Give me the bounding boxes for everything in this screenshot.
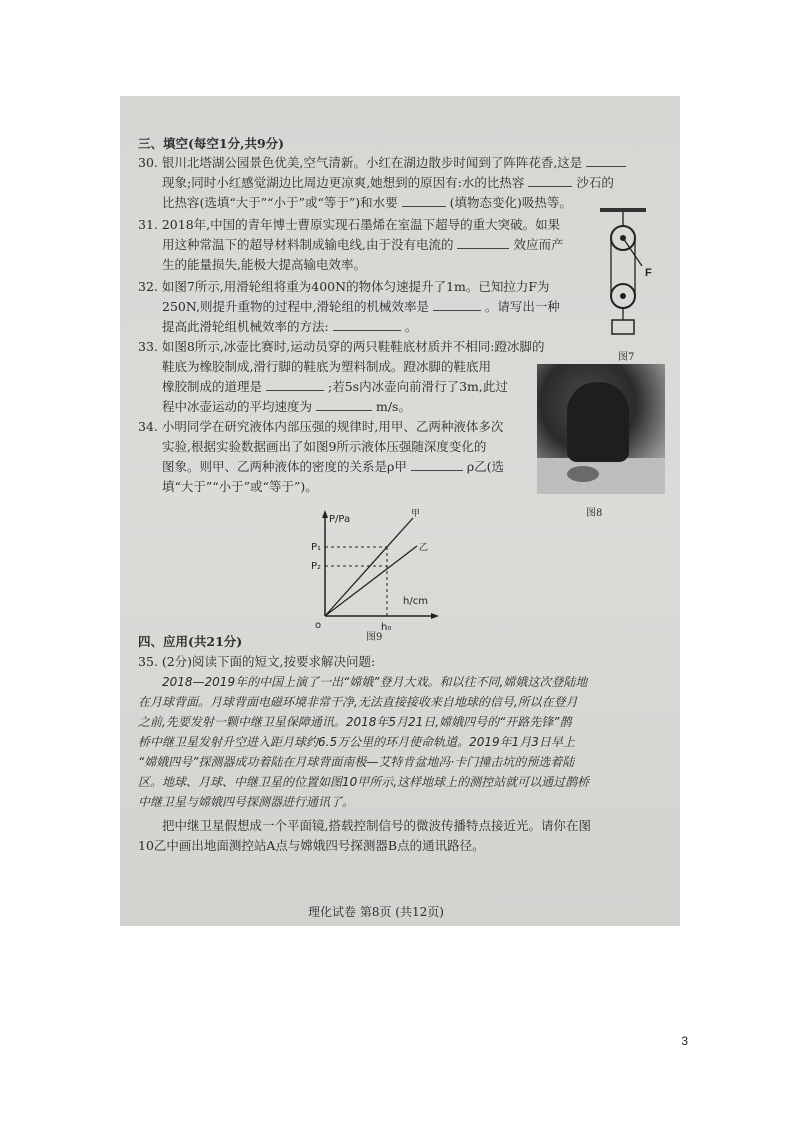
q35-passage-line: 桥中继卫星发射升空进入距月球约6.5万公里的环月使命轨道。2019年1月3日早上 <box>138 735 575 749</box>
q30-blank-3 <box>402 195 446 207</box>
figure-9-graph <box>295 506 455 636</box>
section-3-heading: 三、填空(每空1分,共9分) <box>138 136 285 151</box>
q34-line3 <box>162 459 504 475</box>
q33-line1: 33. 如图8所示,冰壶比赛时,运动员穿的两只鞋鞋底材质并不相同:蹬冰脚的 <box>138 339 545 354</box>
q30-text: 30. 银川北塔湖公园景色优美,空气清新。小红在湖边散步时闻到了阵阵花香,这是 <box>138 155 583 170</box>
h0-label: h₀ <box>381 622 392 633</box>
q32-line3 <box>162 319 417 335</box>
movable-pulley-axle <box>620 293 626 299</box>
q35-passage-line: “嫦娥四号”探测器成功着陆在月球背面南极—艾特肯盆地冯·卡门撞击坑的预选着陆 <box>138 755 575 769</box>
q32-line2 <box>162 299 560 315</box>
q33-line2: 鞋底为橡胶制成,滑行脚的鞋底为塑料制成。蹬冰脚的鞋底用 <box>162 359 491 374</box>
q35-task-line: 10乙中画出地面测控站A点与嫦娥四号探测器B点的通讯路径。 <box>138 838 485 853</box>
page-number: 3 <box>681 1034 688 1048</box>
q35-passage-line: 之前,先要发射一颗中继卫星保障通讯。2018年5月21日,嫦娥四号的“开路先锋”鹊 <box>138 715 572 729</box>
p2-label: P₂ <box>311 561 322 572</box>
x-axis-label: h/cm <box>403 596 428 607</box>
q34-line1: 34. 小明同学在研究液体内部压强的规律时,用甲、乙两种液体多次 <box>138 419 504 434</box>
q34-text: 图象。则甲、乙两种液体的密度的关系是ρ甲 <box>162 459 407 474</box>
q31-text: 用这种常温下的超导材料制成输电线,由于没有电流的 <box>162 237 454 252</box>
figure-7-pulley <box>598 204 668 354</box>
q33-line3 <box>162 379 508 395</box>
q30-line2 <box>162 175 614 191</box>
q34-blank <box>411 459 463 471</box>
q30-text: 比热容(选填“大于”“小于”或“等于”)和水要 <box>162 195 398 210</box>
load-block <box>612 320 634 334</box>
y-axis-arrow <box>322 510 328 518</box>
q30-text: (填物态变化)吸热等。 <box>449 195 572 210</box>
q35-passage-line: 在月球背面。月球背面电磁环境非常干净,无法直接接收来自地球的信号,所以在登月 <box>138 695 578 709</box>
line-jia <box>325 518 413 616</box>
q30-line3 <box>162 195 572 211</box>
q35-task-line: 把中继卫星假想成一个平面镜,搭载控制信号的微波传播特点接近光。请你在图 <box>162 818 591 833</box>
curling-stone <box>567 466 599 482</box>
figure-9-caption: 图9 <box>366 632 383 643</box>
q31-line3: 生的能量损失,能极大提高输电效率。 <box>162 257 366 272</box>
curler-silhouette <box>567 382 629 462</box>
q33-blank-2 <box>316 399 372 411</box>
yi-label: 乙 <box>419 543 429 553</box>
q32-blank-1 <box>433 299 481 311</box>
q30-blank-1 <box>586 155 626 167</box>
q33-text: ;若5s内冰壶向前滑行了3m,此过 <box>327 379 508 394</box>
q33-line4 <box>162 399 411 415</box>
q32-text: 。请写出一种 <box>484 299 560 314</box>
x-axis-arrow <box>431 613 439 619</box>
q33-blank-1 <box>266 379 324 391</box>
jia-label: 甲 <box>411 509 421 519</box>
q30-text: 沙石的 <box>576 175 614 190</box>
q30-blank-2 <box>528 175 572 187</box>
q32-text: 提高此滑轮组机械效率的方法: <box>162 319 329 334</box>
ceiling <box>600 208 646 212</box>
origin-label: o <box>315 620 322 631</box>
q34-text: ρ乙(选 <box>466 459 505 474</box>
q31-line1: 31. 2018年,中国的青年博士曹原实现石墨烯在室温下超导的重大突破。如果 <box>138 217 561 232</box>
y-axis-label: P/Pa <box>329 514 351 525</box>
q32-line1: 32. 如图7所示,用滑轮组将重为400N的物体匀速提升了1m。已知拉力F为 <box>138 279 550 294</box>
q33-text: 程中冰壶运动的平均速度为 <box>162 399 313 414</box>
q35-passage-line: 区。地球、月球、中继卫星的位置如图10甲所示,这样地球上的测控站就可以通过鹊桥 <box>138 775 590 789</box>
q32-blank-2 <box>333 319 401 331</box>
q31-text: 效应而产 <box>513 237 564 252</box>
q35-passage-line: 2018—2019年的中国上演了一出“嫦娥”登月大戏。和以往不同,嫦娥这次登陆地 <box>162 675 588 689</box>
q35-passage-line: 中继卫星与嫦娥四号探测器进行通讯了。 <box>138 795 355 809</box>
q33-text: m/s。 <box>375 399 411 414</box>
figure-8-caption: 图8 <box>586 508 603 519</box>
section-4-heading: 四、应用(共21分) <box>138 634 243 649</box>
scanned-exam-page <box>120 96 680 926</box>
q34-line2: 实验,根据实验数据画出了如图9所示液体压强随深度变化的 <box>162 439 487 454</box>
figure-7-caption: 图7 <box>618 352 635 363</box>
ice-surface <box>537 458 665 494</box>
q35-intro: 35. (2分)阅读下面的短文,按要求解决问题: <box>138 654 376 669</box>
q34-line4: 填“大于”“小于”或“等于”)。 <box>162 479 318 494</box>
q32-text: 。 <box>404 319 418 334</box>
q31-blank <box>457 237 509 249</box>
p1-label: P₁ <box>311 542 322 553</box>
force-label: F <box>645 267 652 279</box>
q33-text: 橡胶制成的道理是 <box>162 379 263 394</box>
page-footer: 理化试卷 第8页 (共12页) <box>308 905 444 919</box>
q30-text: 现象;同时小红感觉湖边比周边更凉爽,她想到的原因有:水的比热容 <box>162 175 525 190</box>
q31-line2 <box>162 237 563 253</box>
q30-line1 <box>138 155 626 171</box>
q32-text: 250N,则提升重物的过程中,滑轮组的机械效率是 <box>162 299 429 314</box>
figure-8-curling-photo <box>537 364 665 494</box>
pull-rope <box>623 238 642 266</box>
